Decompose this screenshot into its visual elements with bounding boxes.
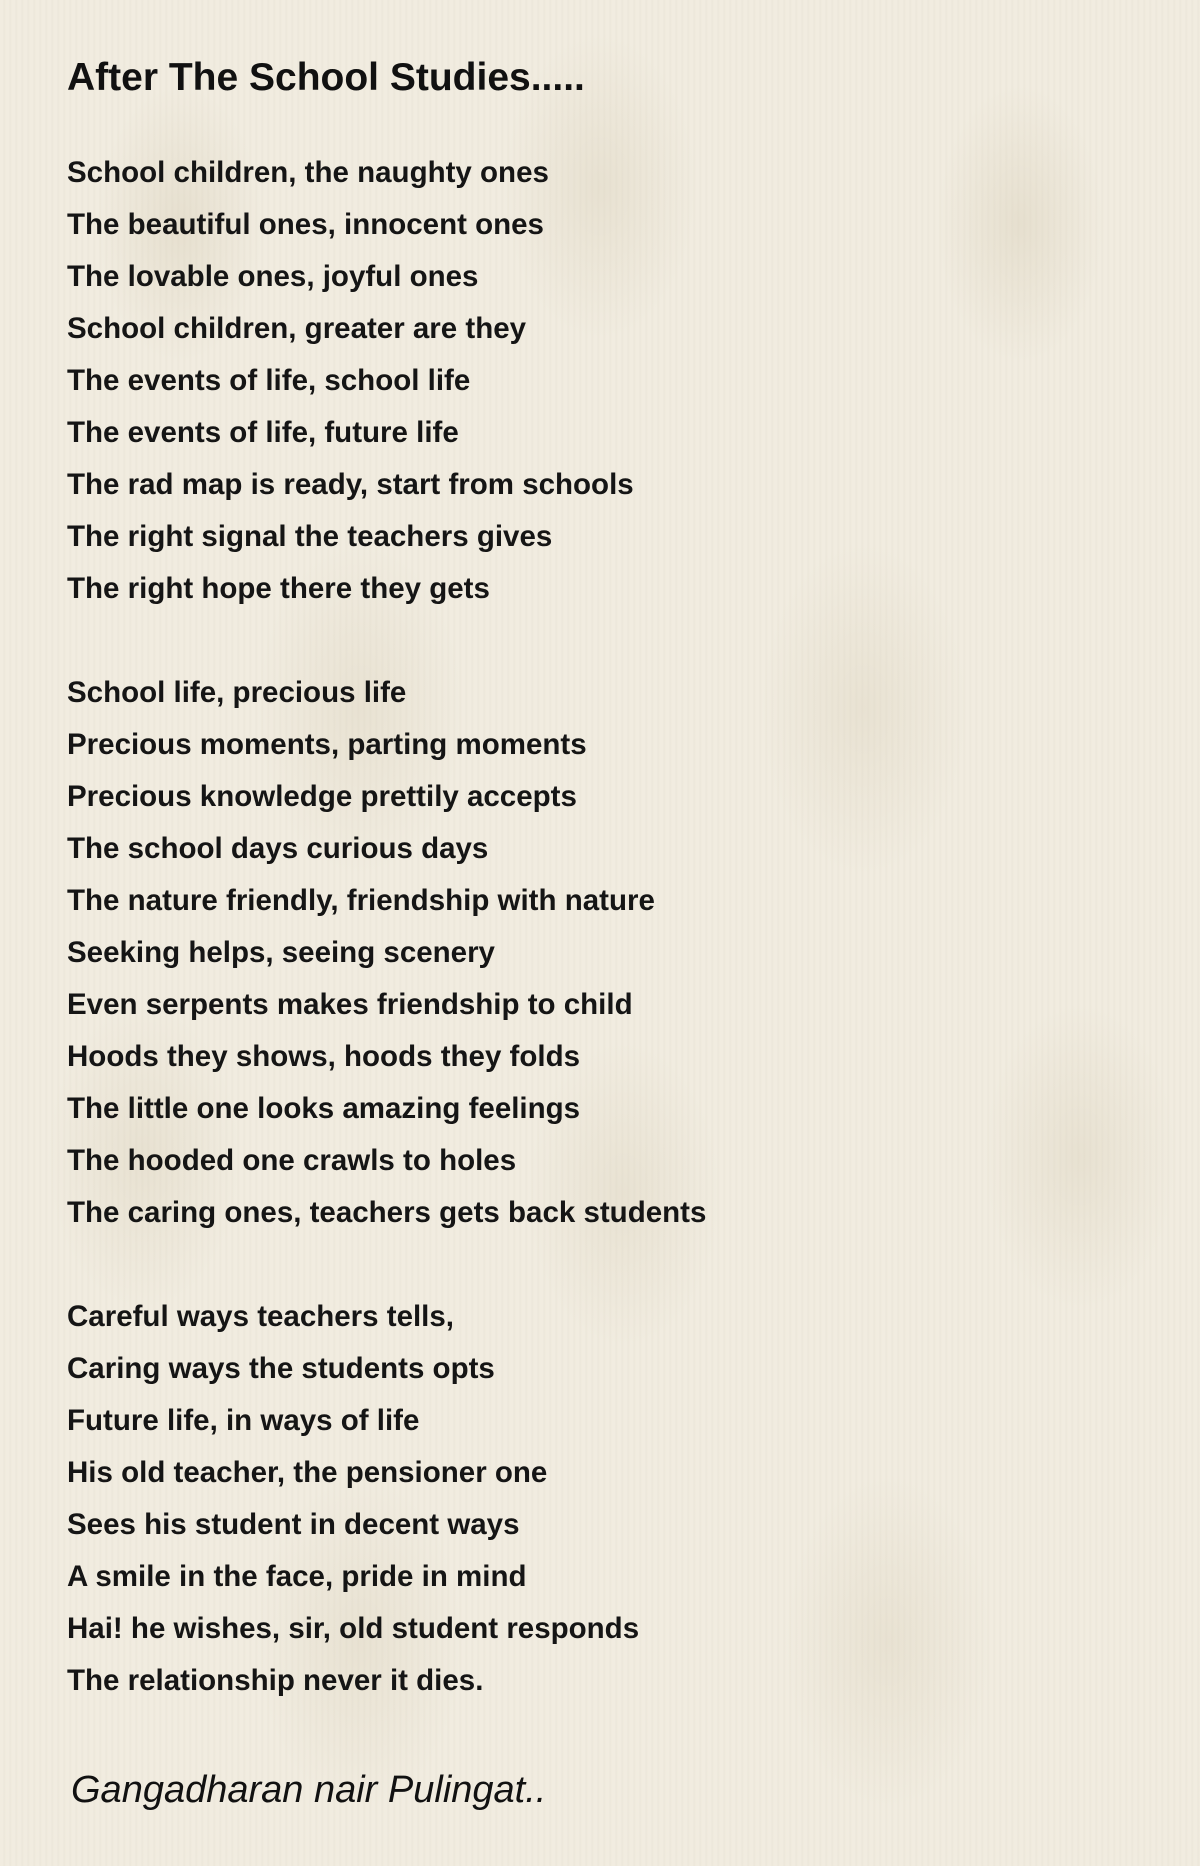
poem-line: The school days curious days: [67, 832, 489, 865]
stanza-1: [67, 147, 1147, 615]
poem-page: [67, 48, 1147, 1759]
poem-line: The right hope there they gets: [67, 572, 490, 605]
poem-line: The caring ones, teachers gets back students: [67, 1196, 707, 1229]
poem-line: The events of life, school life: [67, 364, 471, 397]
poem-line: School children, the naughty ones: [67, 156, 549, 189]
poem-line: School children, greater are they: [67, 312, 527, 345]
poem-line: The right signal the teachers gives: [67, 520, 553, 553]
poem-author: Gangadharan nair Pulingat..: [71, 1769, 547, 1811]
poem-line: The rad map is ready, start from schools: [67, 468, 634, 501]
poem-line: Even serpents makes friendship to child: [67, 988, 633, 1021]
poem-line: School life, precious life: [67, 676, 407, 709]
poem-line: Caring ways the students opts: [67, 1352, 495, 1385]
poem-line: The hooded one crawls to holes: [67, 1144, 517, 1177]
poem-title: After The School Studies.....: [67, 56, 585, 99]
poem-line: A smile in the face, pride in mind: [67, 1560, 527, 1593]
poem-line: The nature friendly, friendship with nature: [67, 884, 655, 917]
poem-line: Careful ways teachers tells,: [67, 1300, 454, 1333]
poem-line: Precious knowledge prettily accepts: [67, 780, 577, 813]
stanza-2: [67, 667, 1147, 1239]
poem-line: Hai! he wishes, sir, old student responds: [67, 1612, 640, 1645]
poem-body: [67, 147, 1147, 1707]
poem-line: His old teacher, the pensioner one: [67, 1456, 548, 1489]
poem-line: Future life, in ways of life: [67, 1404, 420, 1437]
stanza-3: [67, 1291, 1147, 1707]
poem-line: Seeking helps, seeing scenery: [67, 936, 495, 969]
poem-line: The beautiful ones, innocent ones: [67, 208, 544, 241]
poem-line: Precious moments, parting moments: [67, 728, 587, 761]
poem-line: The relationship never it dies.: [67, 1664, 484, 1697]
poem-line: Sees his student in decent ways: [67, 1508, 520, 1541]
poem-line: The little one looks amazing feelings: [67, 1092, 581, 1125]
poem-line: Hoods they shows, hoods they folds: [67, 1040, 581, 1073]
poem-line: The lovable ones, joyful ones: [67, 260, 479, 293]
poem-line: The events of life, future life: [67, 416, 459, 449]
